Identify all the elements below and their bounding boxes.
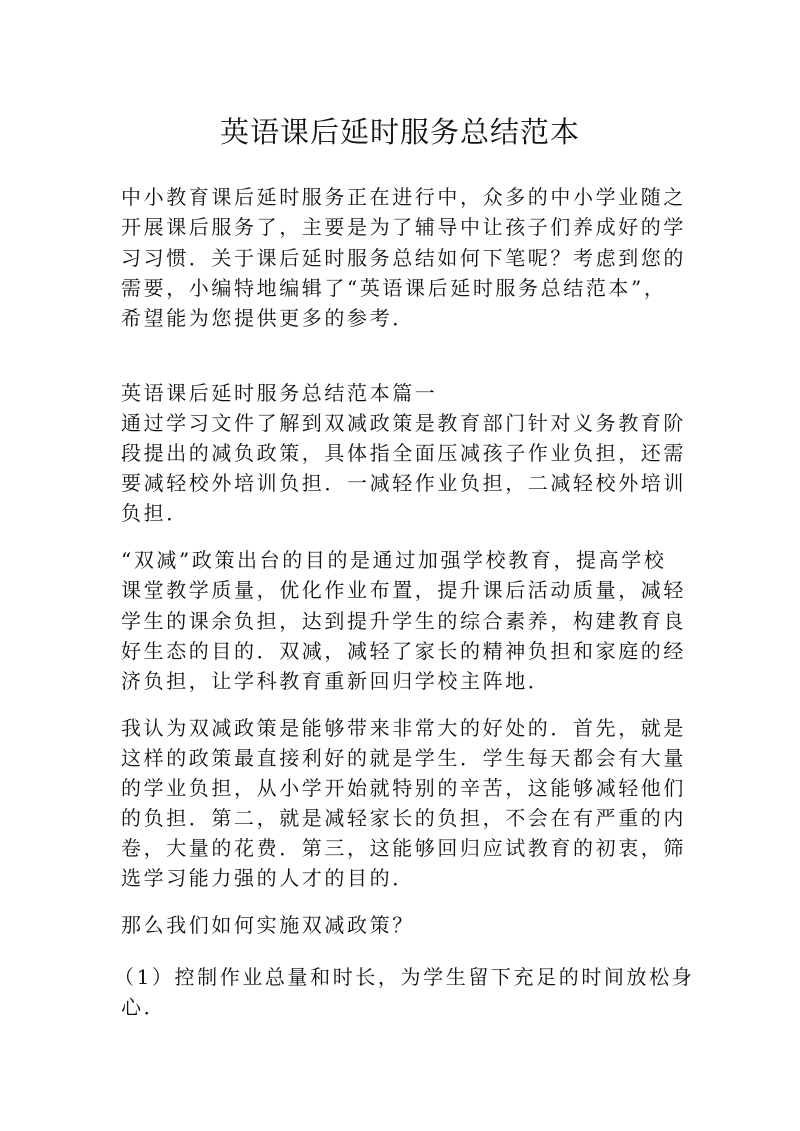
paragraph-line: 的负担．第二，就是减轻家长的负担，不会在有严重的内	[121, 806, 686, 830]
paragraph-line: 好生态的目的．双减，减轻了家长的精神负担和家庭的经	[121, 639, 686, 663]
paragraph-line: 济负担，让学科教育重新回归学校主阵地．	[121, 669, 551, 693]
intro-line: 开展课后服务了，主要是为了辅导中让孩子们养成好的学	[121, 215, 686, 239]
question-line: 那么我们如何实施双减政策？	[121, 913, 415, 937]
paragraph-line: 通过学习文件了解到双减政策是教育部门针对义务教育阶	[121, 411, 686, 435]
paragraph-line: 卷，大量的花费．第三，这能够回归应试教育的初衷，筛	[121, 836, 686, 860]
intro-line: 希望能为您提供更多的参考．	[121, 306, 415, 330]
paragraph-line: “双减”政策出台的目的是通过加强学校教育，提高学校	[121, 548, 667, 572]
document-title: 英语课后延时服务总结范本	[219, 115, 580, 149]
intro-line: 中小教育课后延时服务正在进行中，众多的中小学业随之	[121, 185, 686, 209]
paragraph-line: 负担．	[121, 501, 189, 525]
paragraph-line: 这样的政策最直接利好的就是学生．学生每天都会有大量	[121, 746, 686, 770]
list-item-line: （1）控制作业总量和时长，为学生留下充足的时间放松身	[114, 965, 695, 989]
list-item-line: 心．	[121, 995, 167, 1019]
paragraph-line: 我认为双减政策是能够带来非常大的好处的．首先，就是	[121, 716, 686, 740]
paragraph-line: 要减轻校外培训负担．一减轻作业负担，二减轻校外培训	[121, 471, 686, 495]
paragraph-line: 选学习能力强的人才的目的．	[121, 866, 415, 890]
intro-line: 需要，小编特地编辑了“英语课后延时服务总结范本”，	[121, 276, 667, 300]
paragraph-line: 学生的课余负担，达到提升学生的综合素养，构建教育良	[121, 609, 686, 633]
paragraph-line: 段提出的减负政策，具体指全面压减孩子作业负担，还需	[121, 441, 686, 465]
paragraph-line: 的学业负担，从小学开始就特别的辛苦，这能够减轻他们	[121, 776, 686, 800]
paragraph-line: 课堂教学质量，优化作业布置，提升课后活动质量，减轻	[121, 578, 686, 602]
intro-line: 习习惯．关于课后延时服务总结如何下笔呢？考虑到您的	[121, 246, 686, 270]
section-heading: 英语课后延时服务总结范本篇一	[121, 381, 438, 405]
